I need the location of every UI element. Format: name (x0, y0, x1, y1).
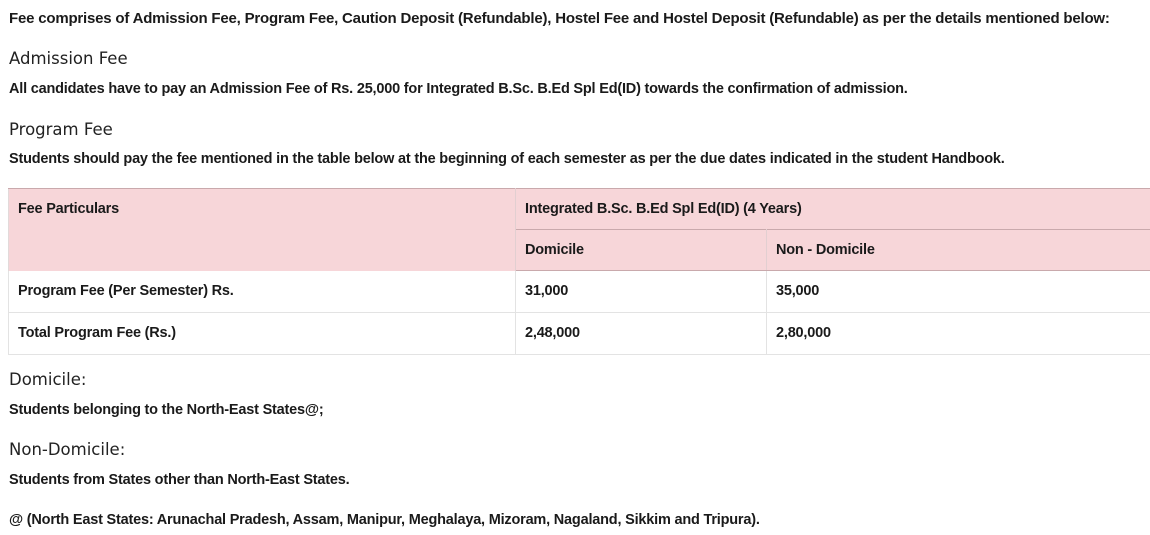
footnote-text: @ (North East States: Arunachal Pradesh, Assam, Manipur, Meghalaya, Mizoram, Nagaland, Sikkim and Tripura). (9, 512, 760, 528)
header-non-domicile: Non - Domicile (767, 230, 1150, 271)
intro-text: Fee comprises of Admission Fee, Program Fee, Caution Deposit (Refundable), Hostel Fee and Hostel Deposit (Refundable) as per the details mentioned below: (9, 10, 1110, 27)
header-fee-particulars: Fee Particulars (9, 189, 516, 271)
table-row (9, 313, 1150, 355)
admission-fee-text: All candidates have to pay an Admission Fee of Rs. 25,000 for Integrated B.Sc. B.Ed Spl Ed(ID) towards the confirmation of admission. (9, 81, 908, 97)
program-fee-text: Students should pay the fee mentioned in the table below at the beginning of each semester as per the due dates indicated in the student Handbook. (9, 151, 1005, 167)
row-label: Total Program Fee (Rs.) (9, 313, 516, 355)
program-fee-heading: Program Fee (9, 120, 113, 139)
header-program: Integrated B.Sc. B.Ed Spl Ed(ID) (4 Years) (516, 189, 1150, 230)
row-label: Program Fee (Per Semester) Rs. (9, 271, 516, 313)
row-non-domicile-value: 2,80,000 (767, 313, 1150, 355)
non-domicile-heading: Non-Domicile: (9, 440, 126, 459)
table-row (9, 271, 1150, 313)
domicile-heading: Domicile: (9, 370, 87, 389)
domicile-text: Students belonging to the North-East States@; (9, 402, 324, 418)
admission-fee-heading: Admission Fee (9, 49, 128, 68)
non-domicile-text: Students from States other than North-East States. (9, 472, 350, 488)
row-non-domicile-value: 35,000 (767, 271, 1150, 313)
row-domicile-value: 31,000 (516, 271, 767, 313)
header-domicile: Domicile (516, 230, 767, 271)
fee-table (8, 188, 1150, 355)
row-domicile-value: 2,48,000 (516, 313, 767, 355)
